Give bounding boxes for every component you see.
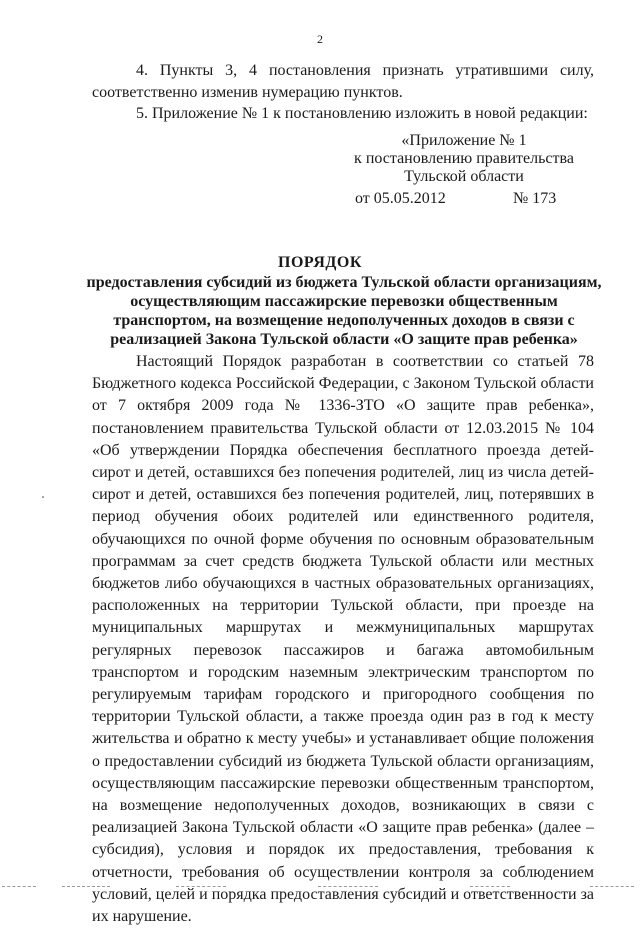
scan-artifact [2, 886, 36, 887]
page-number: 2 [317, 32, 323, 46]
scan-artifact [590, 886, 634, 887]
appendix-line-2: к постановлению правительства [354, 150, 574, 167]
appendix-line-3: Тульской области [404, 168, 524, 185]
item-5-paragraph: 5. Приложение № 1 к постановлению изложить в новой редакции: [136, 105, 588, 122]
document-subtitle: предоставления субсидий из бюджета Тульской области организациям, осуществляющим пассажирские перевозки общественным транспортом, на возмещение недополученных доходов в связи с реализацией Закона Тульской области «О защите прав ребенка» [86, 274, 602, 348]
appendix-number: № 173 [513, 190, 557, 207]
appendix-date: от 05.05.2012 [355, 190, 446, 207]
scan-artifact [318, 886, 378, 887]
appendix-line-1: «Приложение № 1 [401, 132, 527, 149]
scan-artifact [62, 886, 110, 887]
item-4-paragraph: 4. Пункты 3, 4 постановления признать утратившими силу, соответственно изменив нумерацию пунктов. [92, 62, 594, 101]
scan-artifact [176, 886, 226, 887]
body-paragraph: Настоящий Порядок разработан в соответствии со статьей 78 Бюджетного кодекса Российской Федерации, с Законом Тульской области от 7 октября 2009 года № 1336-ЗТО «О защите прав ребенка», постановлением правительства Тульской области от 12.03.2015 № 104 «Об утверждении Порядка обеспечения бесплатного проезда детей-сирот и детей, оставшихся без попечения родителей, лиц из числа детей-сирот и детей, оставшихся без попечения родителей, лиц, потерявших в период обучения обоих родителей или единственного родителя, обучающихся по очной форме обучения по основным образовательным программам за счет средств бюджета Тульской области или местных бюджетов либо обучающихся в частных образовательных организациях, расположенных на территории Тульской области, при проезде на муниципальных маршрутах и межмуниципальных маршрутах регулярных перевозок пассажиров и багажа автомобильным транспортом и городским наземным электрическим транспортом по регулируемым тарифам городского и пригородного сообщения по территории Тульской области, а также проезда один раз в год к месту жительства и обратно к месту учебы» и устанавливает общие положения о предоставлении субсидий из бюджета Тульской области организациям, осуществляющим пассажирские перевозки общественным транспортом, на возмещение недополученных доходов, возникающих в связи с реализацией Закона Тульской области «О защите прав ребенка» (далее – субсидия), условия и порядок их предоставления, требования к отчетности, требования об осуществлении контроля за соблюдением условий, целей и порядка предоставления субсидий и ответственности за их нарушение. [92, 353, 594, 926]
document-title: ПОРЯДОК [278, 254, 362, 271]
scan-artifact [470, 886, 510, 887]
scan-dot [42, 496, 44, 498]
appendix-header [344, 132, 584, 186]
